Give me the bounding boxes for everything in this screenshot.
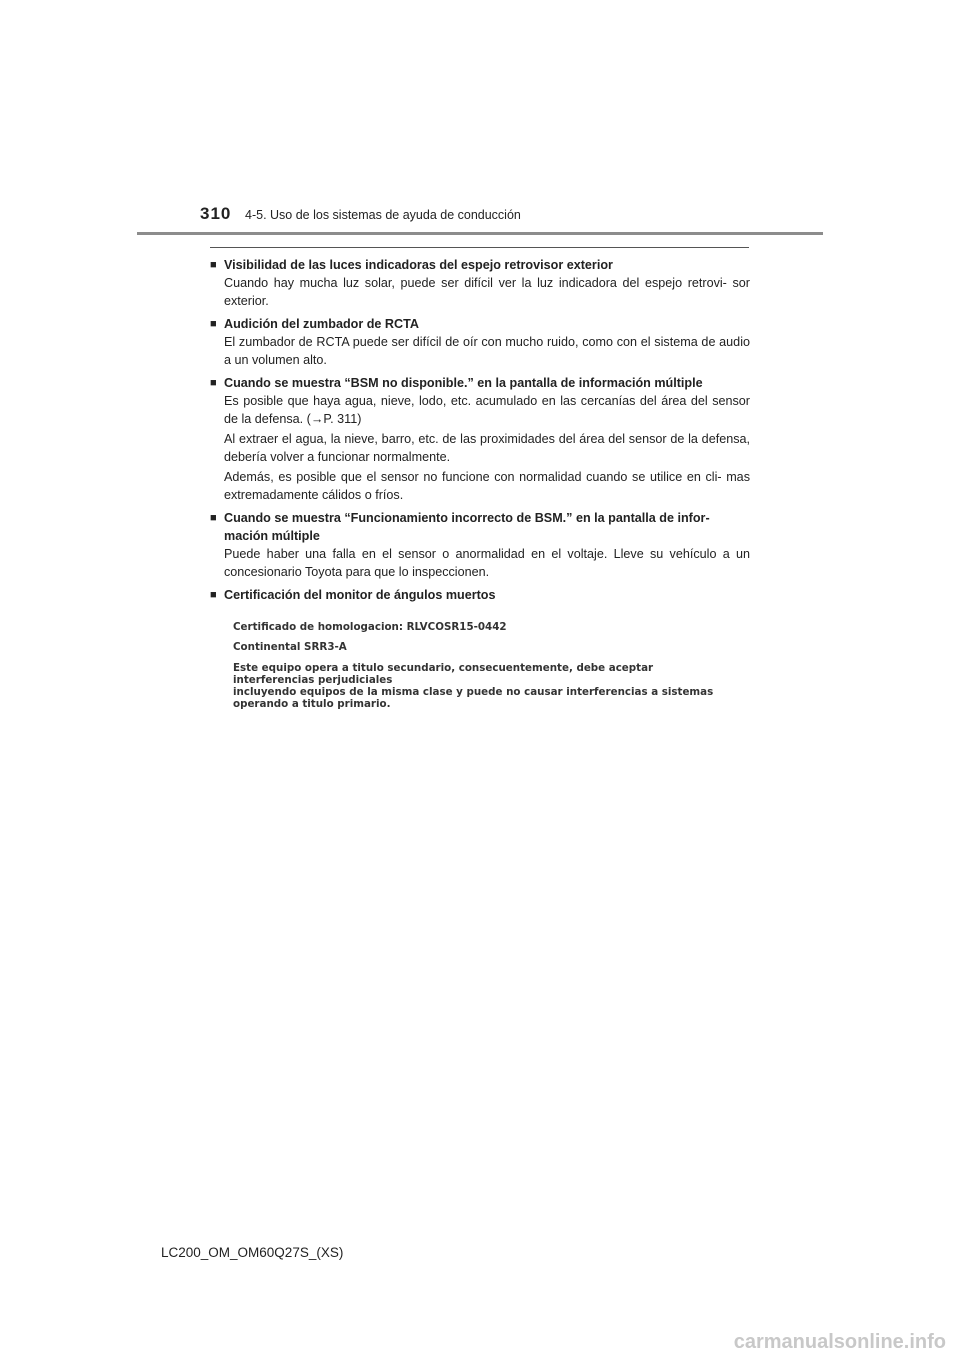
certification-label: [233, 621, 733, 710]
section-heading: ■ Audición del zumbador de RCTA: [210, 317, 419, 331]
section-heading: ■ Certificación del monitor de ángulos muertos: [210, 588, 496, 602]
paragraph: El zumbador de RCTA puede ser difícil de oír con mucho ruido, como con el sistema de audio a un volumen alto.: [224, 335, 750, 367]
section-title: 4-5. Uso de los sistemas de ayuda de conducción: [245, 208, 521, 222]
paragraph: Además, es posible que el sensor no funcione con normalidad cuando se utilice en cli- mas extremadamente cálidos o fríos.: [224, 470, 750, 502]
square-bullet-icon: ■: [210, 377, 217, 389]
section-body: [210, 333, 750, 369]
section-heading: ■ Cuando se muestra “Funcionamiento incorrecto de BSM.” en la pantalla de infor- mación múltiple: [210, 511, 710, 543]
page-number: 310: [200, 204, 232, 223]
section-certification: [210, 586, 750, 604]
paragraph: Es posible que haya agua, nieve, lodo, etc. acumulado en las cercanías del área del sensor de la defensa. (→P. 311): [224, 394, 750, 426]
footer-doc-code: LC200_OM_OM60Q27S_(XS): [161, 1245, 344, 1260]
paragraph: Cuando hay mucha luz solar, puede ser difícil ver la luz indicadora del espejo retrovi- sor exterior.: [224, 276, 750, 308]
paragraph: Puede haber una falla en el sensor o anormalidad en el voltaje. Lleve su vehículo a un concesionario Toyota para que lo inspeccionen.: [224, 547, 750, 579]
section-buzzer: [210, 315, 750, 369]
header-rule: [137, 232, 823, 235]
section-body: [210, 392, 750, 504]
section-heading: ■ Cuando se muestra “BSM no disponible.” en la pantalla de información múltiple: [210, 376, 703, 390]
square-bullet-icon: ■: [210, 318, 217, 330]
section-body: [210, 545, 750, 581]
square-bullet-icon: ■: [210, 512, 217, 524]
certificate-line: incluyendo equipos de la misma clase y puede no causar interferencias a sistemas operando a titulo primario.: [233, 686, 714, 710]
section-bsm-malfunction: [210, 509, 750, 581]
paragraph: Al extraer el agua, la nieve, barro, etc. de las proximidades del área del sensor de la defensa, debería volver a funcionar normalmente.: [224, 432, 750, 464]
certificate-line: Certificado de homologacion: RLVCOSR15-0442: [233, 621, 507, 633]
content-rule: [210, 247, 749, 248]
section-bsm-unavailable: [210, 374, 750, 504]
section-visibility: [210, 256, 750, 310]
square-bullet-icon: ■: [210, 589, 217, 601]
watermark: carmanualsonline.info: [733, 1331, 946, 1353]
square-bullet-icon: ■: [210, 259, 217, 271]
certificate-line: Continental SRR3-A: [233, 641, 347, 653]
certificate-line: Este equipo opera a titulo secundario, consecuentemente, debe aceptar interferencias perjudiciales: [233, 662, 654, 686]
content: [210, 256, 750, 609]
section-body: [210, 274, 750, 310]
section-heading: ■ Visibilidad de las luces indicadoras del espejo retrovisor exterior: [210, 258, 613, 272]
